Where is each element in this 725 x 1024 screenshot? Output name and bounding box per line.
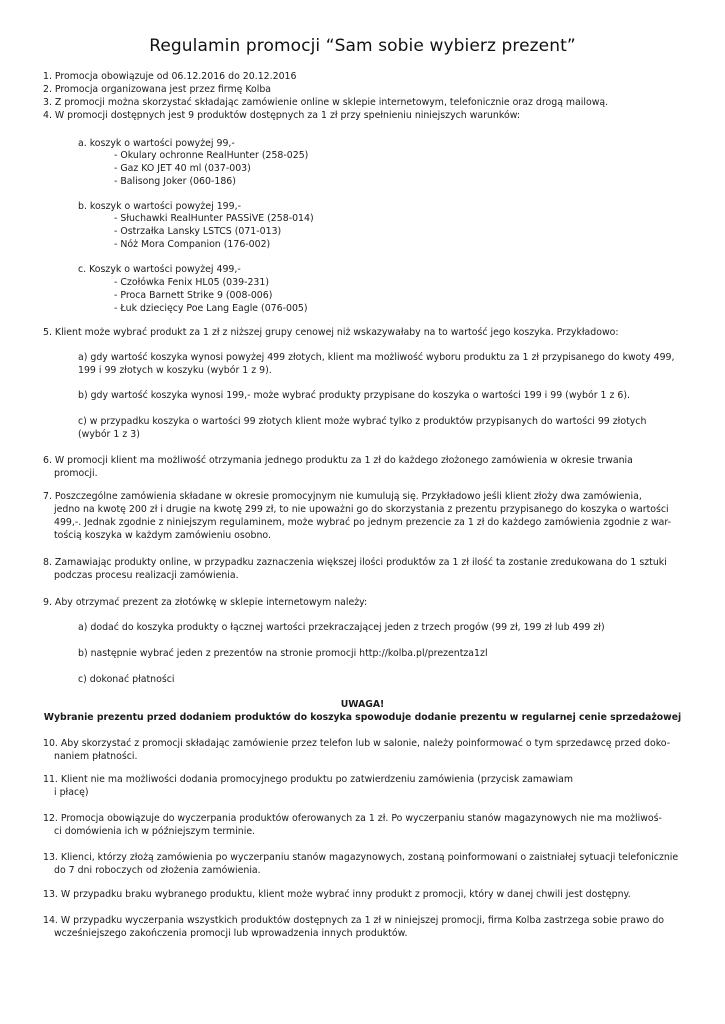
tier-a-heading: a. koszyk o wartości powyżej 99,- [78, 138, 235, 149]
rule-11: 11. Klient nie ma możliwości dodania promocyjnego produktu po zatwierdzeniu zamówienia (przycisk zamawiam [43, 774, 573, 785]
rule-3: 3. Z promocji można skorzystać składając zamówienie online w sklepie internetowym, telefonicznie oraz drogą mailową. [43, 97, 609, 108]
warning-text: Wybranie prezentu przed dodaniem produktów do koszyka spowoduje dodanie prezentu w regularnej cenie sprzedażowej [43, 712, 682, 723]
tier-b-heading: b. koszyk o wartości powyżej 199,- [78, 201, 241, 212]
rule-14: 14. W przypadku wyczerpania wszystkich produktów dostępnych za 1 zł w niniejszej promocji, firma Kolba zastrzega sobie prawo do [43, 915, 665, 926]
rule-4: 4. W promocji dostępnych jest 9 produktów dostępnych za 1 zł przy spełnieniu niniejszych warunków: [43, 110, 521, 121]
rule-6: 6. W promocji klient ma możliwość otrzymania jednego produktu za 1 zł do każdego złożonego zamówienia w okresie trwania [43, 455, 633, 466]
tier-b-item: - Ostrzałka Lansky LSTCS (071-013) [114, 226, 282, 237]
tier-c-item: - Proca Barnett Strike 9 (008-006) [114, 290, 273, 301]
tier-a-item: - Balisong Joker (060-186) [114, 176, 236, 187]
rule-6: promocji. [54, 468, 98, 479]
rule-9c: c) dokonać płatności [78, 674, 175, 685]
tier-a-item: - Gaz KO JET 40 ml (037-003) [114, 163, 251, 174]
tier-c-item: - Łuk dziecięcy Poe Lang Eagle (076-005) [114, 303, 308, 314]
rule-5b: b) gdy wartość koszyka wynosi 199,- może wybrać produkty przypisane do koszyka o wartości 199 i 99 (wybór 1 z 6). [78, 390, 631, 401]
rule-7: 7. Poszczególne zamówienia składane w okresie promocyjnym nie kumulują się. Przykładowo jeśli klient złoży dwa zamówienia, [43, 491, 642, 502]
rule-10: 10. Aby skorzystać z promocji składając zamówienie przez telefon lub w salonie, należy poinformować o tym sprzedawcę przed doko- [43, 738, 671, 749]
rule-8: podczas procesu realizacji zamówienia. [54, 570, 239, 581]
tier-a-item: - Okulary ochronne RealHunter (258-025) [114, 150, 309, 161]
rule-14: wcześniejszego zakończenia promocji lub wprowadzenia innych produktów. [54, 928, 408, 939]
rule-12: ci domówienia ich w późniejszym terminie. [54, 826, 256, 837]
rule-7: jedno na kwotę 200 zł i drugie na kwotę 299 zł, to nie upoważni go do skorzystania z prezentu przypisanego do koszyka o wartości [54, 504, 669, 515]
tier-c-heading: c. Koszyk o wartości powyżej 499,- [78, 264, 241, 275]
rule-5c: c) w przypadku koszyka o wartości 99 złotych klient może wybrać tylko z produktów przypisanych do wartości 99 złotych [78, 416, 647, 427]
tier-b-item: - Nóż Mora Companion (176-002) [114, 239, 271, 250]
rule-9b: b) następnie wybrać jeden z prezentów na stronie promocji http://kolba.pl/prezentza1zl [78, 648, 488, 659]
rule-9a: a) dodać do koszyka produkty o łącznej wartości przekraczającej jeden z trzech progów (99 zł, 199 zł lub 499 zł) [78, 622, 605, 633]
rule-7: 499,-. Jednak zgodnie z niniejszym regulaminem, może wybrać po jednym prezencie za 1 zł do każdego zamówienia zgodnie z war- [54, 517, 671, 528]
rule-1: 1. Promocja obowiązuje od 06.12.2016 do 20.12.2016 [43, 71, 297, 82]
rule-2: 2. Promocja organizowana jest przez firmę Kolba [43, 84, 272, 95]
rule-5c: (wybór 1 z 3) [78, 429, 140, 440]
tier-c-item: - Czołówka Fenix HL05 (039-231) [114, 277, 270, 288]
tier-b-item: - Słuchawki RealHunter PASSiVE (258-014) [114, 213, 314, 224]
rule-5: 5. Klient może wybrać produkt za 1 zł z niższej grupy cenowej niż wskazywałaby na to wartość jego koszyka. Przykładowo: [43, 327, 619, 338]
rule-12: 12. Promocja obowiązuje do wyczerpania produktów oferowanych za 1 zł. Po wyczerpaniu stanów magazynowych nie ma możliwoś- [43, 813, 662, 824]
rule-11: i płacę) [54, 787, 89, 798]
rule-10: naniem płatności. [54, 751, 138, 762]
rule-13-first: do 7 dni roboczych od złożenia zamówienia. [54, 865, 261, 876]
rule-5a: 199 i 99 złotych w koszyku (wybór 1 z 9). [78, 365, 272, 376]
rule-13-second: 13. W przypadku braku wybranego produktu, klient może wybrać inny produkt z promocji, który w danej chwili jest dostępny. [43, 889, 631, 900]
rule-7: tością koszyka w każdym zamówieniu osobno. [54, 530, 271, 541]
rule-13-first: 13. Klienci, którzy złożą zamówienia po wyczerpaniu stanów magazynowych, zostaną poinformowani o zaistniałej sytuacji telefonicznie [43, 852, 679, 863]
warning-title: UWAGA! [340, 699, 385, 710]
rule-5a: a) gdy wartość koszyka wynosi powyżej 499 złotych, klient ma możliwość wyboru produktu za 1 zł przypisanego do kwoty 499, [78, 352, 675, 363]
rule-9: 9. Aby otrzymać prezent za złotówkę w sklepie internetowym należy: [43, 597, 368, 608]
rule-8: 8. Zamawiając produkty online, w przypadku zaznaczenia większej ilości produktów za 1 zł ilość ta zostanie zredukowana do 1 sztuki [43, 557, 667, 568]
document-title: Regulamin promocji “Sam sobie wybierz prezent” [149, 36, 576, 56]
